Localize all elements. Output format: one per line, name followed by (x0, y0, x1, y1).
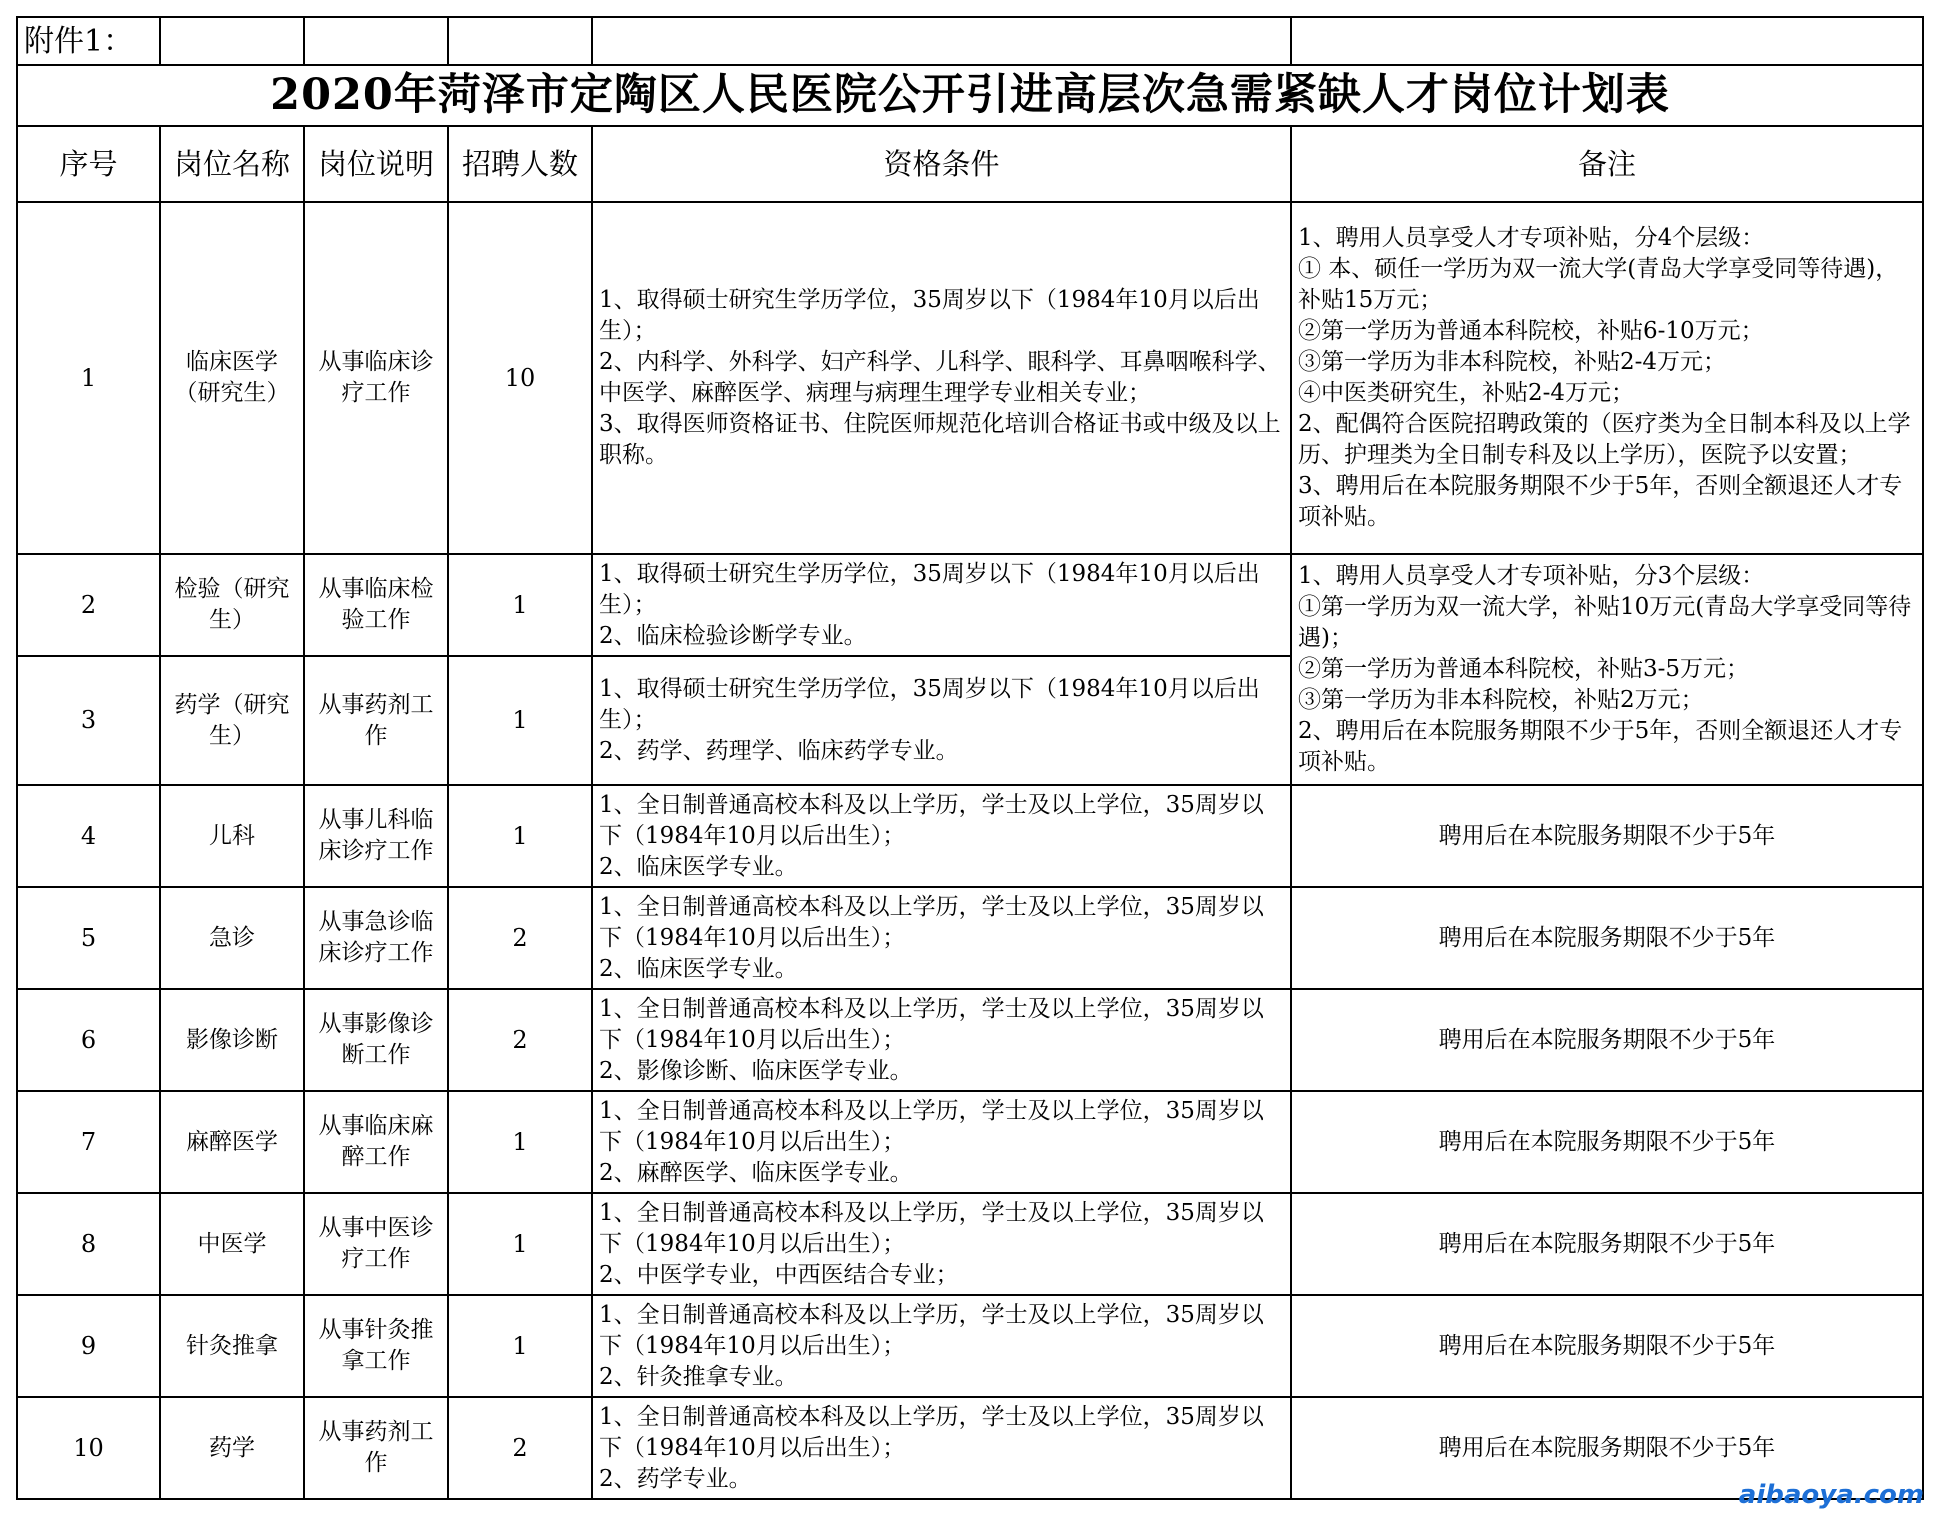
row-position: 中医学 (160, 1193, 304, 1295)
row-seq: 10 (17, 1397, 160, 1499)
row-description: 从事中医诊疗工作 (304, 1193, 448, 1295)
qualification-line: 1、全日制普通高校本科及以上学历，学士及以上学位，35周岁以下（1984年10月以后出生）； (599, 893, 1264, 951)
qualification-line: 2、针灸推拿专业。 (599, 1363, 798, 1390)
row-position: 检验（研究生） (160, 554, 304, 656)
note-line: ①第一学历为双一流大学，补贴10万元(青岛大学享受同等待遇)； (1298, 594, 1912, 651)
row-position: 针灸推拿 (160, 1295, 304, 1397)
qualification-line: 3、取得医师资格证书、住院医师规范化培训合格证书或中级及以上职称。 (599, 411, 1281, 468)
table-row (17, 1295, 1923, 1397)
note-line: ③第一学历为非本科院校，补贴2-4万元； (1298, 349, 1727, 375)
row-count: 2 (448, 1397, 592, 1499)
header-seq: 序号 (17, 126, 160, 202)
row-note-group-1 (1291, 202, 1923, 554)
empty-cell (592, 17, 1291, 65)
header-position: 岗位名称 (160, 126, 304, 202)
qualification-line: 2、中医学专业，中西医结合专业； (599, 1261, 959, 1288)
table-row (17, 887, 1923, 989)
row-note: 聘用后在本院服务期限不少于5年 (1291, 1193, 1923, 1295)
row-description: 从事临床麻醉工作 (304, 1091, 448, 1193)
row-qualifications (592, 1193, 1291, 1295)
header-description: 岗位说明 (304, 126, 448, 202)
note-line: 2、聘用后在本院服务期限不少于5年，否则全额退还人才专项补贴。 (1298, 718, 1903, 775)
table-row (17, 1091, 1923, 1193)
row-qualifications (592, 554, 1291, 656)
empty-cell (160, 17, 304, 65)
row-note: 聘用后在本院服务期限不少于5年 (1291, 887, 1923, 989)
row-description: 从事儿科临床诊疗工作 (304, 785, 448, 887)
attachment-row (17, 17, 1923, 65)
row-position: 儿科 (160, 785, 304, 887)
table-row (17, 785, 1923, 887)
row-description: 从事药剂工作 (304, 656, 448, 785)
row-seq: 3 (17, 656, 160, 785)
qualification-line: 2、内科学、外科学、妇产科学、儿科学、眼科学、耳鼻咽喉科学、中医学、麻醉医学、病理与病理生理学专业相关专业； (599, 349, 1281, 406)
row-note: 聘用后在本院服务期限不少于5年 (1291, 1295, 1923, 1397)
row-count: 1 (448, 785, 592, 887)
row-description: 从事针灸推拿工作 (304, 1295, 448, 1397)
row-count: 1 (448, 656, 592, 785)
note-line: 1、聘用人员享受人才专项补贴，分4个层级： (1298, 225, 1765, 251)
qualification-line: 1、取得硕士研究生学历学位，35周岁以下（1984年10月以后出生）； (599, 676, 1260, 733)
row-description: 从事药剂工作 (304, 1397, 448, 1499)
table-title: 2020年菏泽市定陶区人民医院公开引进高层次急需紧缺人才岗位计划表 (17, 65, 1923, 126)
row-note: 聘用后在本院服务期限不少于5年 (1291, 1091, 1923, 1193)
row-qualifications (592, 989, 1291, 1091)
attachment-label: 附件1： (17, 17, 160, 65)
row-qualifications (592, 785, 1291, 887)
row-qualifications (592, 656, 1291, 785)
qualification-line: 2、临床检验诊断学专业。 (599, 622, 867, 649)
note-line: 2、配偶符合医院招聘政策的（医疗类为全日制本科及以上学历、护理类为全日制专科及以上学历），医院予以安置； (1298, 411, 1911, 468)
table-row (17, 202, 1923, 554)
note-line: ④中医类研究生，补贴2-4万元； (1298, 380, 1635, 406)
header-count: 招聘人数 (448, 126, 592, 202)
row-seq: 5 (17, 887, 160, 989)
note-line: ②第一学历为普通本科院校，补贴6-10万元； (1298, 318, 1764, 344)
title-row (17, 65, 1923, 126)
row-note-group-2 (1291, 554, 1923, 785)
row-seq: 7 (17, 1091, 160, 1193)
header-notes: 备注 (1291, 126, 1923, 202)
row-position: 麻醉医学 (160, 1091, 304, 1193)
row-position: 临床医学（研究生） (160, 202, 304, 554)
qualification-line: 1、全日制普通高校本科及以上学历，学士及以上学位，35周岁以下（1984年10月以后出生）； (599, 1301, 1264, 1359)
row-qualifications (592, 887, 1291, 989)
row-position: 影像诊断 (160, 989, 304, 1091)
row-count: 1 (448, 1193, 592, 1295)
row-count: 1 (448, 1295, 592, 1397)
qualification-line: 1、全日制普通高校本科及以上学历，学士及以上学位，35周岁以下（1984年10月以后出生）； (599, 1097, 1264, 1155)
qualification-line: 2、药学、药理学、临床药学专业。 (599, 738, 959, 764)
table-row (17, 1397, 1923, 1499)
row-qualifications (592, 1295, 1291, 1397)
row-seq: 8 (17, 1193, 160, 1295)
row-count: 2 (448, 989, 592, 1091)
row-position: 药学 (160, 1397, 304, 1499)
qualification-line: 1、全日制普通高校本科及以上学历，学士及以上学位，35周岁以下（1984年10月以后出生）； (599, 995, 1264, 1053)
watermark-text: aibaoya.com (1738, 1480, 1924, 1510)
note-line: ③第一学历为非本科院校，补贴2万元； (1298, 687, 1704, 713)
row-qualifications (592, 1397, 1291, 1499)
row-seq: 1 (17, 202, 160, 554)
qualification-line: 1、全日制普通高校本科及以上学历，学士及以上学位，35周岁以下（1984年10月以后出生）； (599, 1403, 1264, 1461)
qualification-line: 2、药学专业。 (599, 1465, 752, 1492)
recruitment-plan-table (16, 16, 1924, 1500)
row-count: 10 (448, 202, 592, 554)
qualification-line: 2、麻醉医学、临床医学专业。 (599, 1159, 913, 1186)
note-line: ① 本、硕任一学历为双一流大学(青岛大学享受同等待遇)，补贴15万元； (1298, 256, 1899, 313)
row-seq: 4 (17, 785, 160, 887)
note-line: 3、聘用后在本院服务期限不少于5年，否则全额退还人才专项补贴。 (1298, 473, 1903, 530)
qualification-line: 2、临床医学专业。 (599, 955, 798, 982)
qualification-line: 1、取得硕士研究生学历学位，35周岁以下（1984年10月以后出生）； (599, 560, 1260, 618)
row-description: 从事影像诊断工作 (304, 989, 448, 1091)
empty-cell (1291, 17, 1923, 65)
row-count: 1 (448, 1091, 592, 1193)
row-description: 从事临床检验工作 (304, 554, 448, 656)
qualification-line: 1、全日制普通高校本科及以上学历，学士及以上学位，35周岁以下（1984年10月以后出生）； (599, 1199, 1264, 1257)
qualification-line: 1、全日制普通高校本科及以上学历，学士及以上学位，35周岁以下（1984年10月以后出生）； (599, 791, 1264, 849)
table-row (17, 989, 1923, 1091)
row-count: 1 (448, 554, 592, 656)
row-note: 聘用后在本院服务期限不少于5年 (1291, 989, 1923, 1091)
row-position: 急诊 (160, 887, 304, 989)
row-description: 从事急诊临床诊疗工作 (304, 887, 448, 989)
note-line: ②第一学历为普通本科院校，补贴3-5万元； (1298, 656, 1750, 682)
header-qualifications: 资格条件 (592, 126, 1291, 202)
header-row (17, 126, 1923, 202)
qualification-line: 1、取得硕士研究生学历学位，35周岁以下（1984年10月以后出生）； (599, 287, 1260, 344)
row-qualifications (592, 1091, 1291, 1193)
row-position: 药学（研究生） (160, 656, 304, 785)
row-description: 从事临床诊疗工作 (304, 202, 448, 554)
row-qualifications (592, 202, 1291, 554)
note-line: 1、聘用人员享受人才专项补贴，分3个层级： (1298, 563, 1765, 589)
row-seq: 9 (17, 1295, 160, 1397)
table-row (17, 1193, 1923, 1295)
qualification-line: 2、临床医学专业。 (599, 853, 798, 880)
empty-cell (304, 17, 448, 65)
row-note: 聘用后在本院服务期限不少于5年 (1291, 1397, 1923, 1499)
row-seq: 6 (17, 989, 160, 1091)
table-row (17, 554, 1923, 656)
qualification-line: 2、影像诊断、临床医学专业。 (599, 1057, 913, 1084)
empty-cell (448, 17, 592, 65)
row-note: 聘用后在本院服务期限不少于5年 (1291, 785, 1923, 887)
row-count: 2 (448, 887, 592, 989)
row-seq: 2 (17, 554, 160, 656)
